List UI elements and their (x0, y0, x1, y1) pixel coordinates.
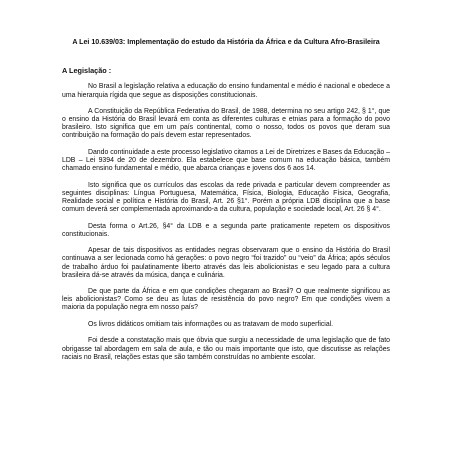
section-heading: A Legislação : (62, 66, 112, 76)
paragraph: De que parte da África e em que condições chegaram ao Brasil? O que realmente significou as leis abolicionistas? Como se deu as lutas de resistência do povo negro? Em que condições vivem a maioria da população negra em nosso país? (62, 288, 390, 312)
paragraph: Os livros didáticos omitiam tais informações ou as tratavam de modo superficial. (88, 320, 334, 328)
paragraph: Isto significa que os currículos das escolas da rede privada e particular devem compreender as seguintes disciplinas: Língua Portuguesa, Matemática, Física, Biologia, Educação Física, Geografia, Realidade social e política e História do Brasil, Art. 26 §1°. Porém a própria LDB disciplina que a base comum deverá ser complementada aproximando-a da cultura, população e sociedade local, Art. 26 § 4°. (62, 181, 390, 214)
paragraph: Dando continuidade a este processo legislativo citamos a Lei de Diretrizes e Bases da Educação – LDB – Lei 9394 de 20 de dezembro. Ela estabelece que base comum na educação básica, também chamado ensino fundamental e médio, que abarca crianças e jovens dos 6 aos 14. (62, 148, 390, 173)
paragraph: No Brasil a legislação relativa a educação do ensino fundamental e médio é nacional e obedece a uma hierarquia rígida que segue as disposições constitucionais. (62, 83, 390, 99)
paragraph: Apesar de tais dispositivos as entidades negras observaram que o ensino da História do Brasil continuava a ser lecionada como há gerações: o povo negro “foi trazido” ou “veio” da África; após séculos de trabalho árduo foi paulatinamente liberto através das leis abolicionistas e seu legado para a cultura brasileira dá-se através da música, dança e culinária. (62, 247, 390, 279)
paragraph: Desta forma o Art.26, §4° da LDB e a segunda parte praticamente repetem os dispositivos constitucionais. (62, 222, 390, 238)
paragraph: Foi desde a constatação mais que óbvia que surgiu a necessidade de uma legislação que de fato obrigasse tal abordagem em sala de aula, e tão ou mais importante que isto, que discutisse as relações raciais no Brasil, relações estas que são também construídas no ambiente escolar. (62, 337, 390, 361)
paragraph: A Constituição da República Federativa do Brasil, de 1988, determina no seu artigo 242, § 1°, que o ensino da História do Brasil levará em conta as diferentes culturas e etnias para a formação do povo brasileiro. Isto significa que em um país continental, como o nosso, todos os povos que deram sua contribuição na formação do país devem estar representados. (62, 108, 390, 140)
document-title: A Lei 10.639/03: Implementação do estudo da História da África e da Cultura Afro-Brasileira (72, 38, 380, 46)
